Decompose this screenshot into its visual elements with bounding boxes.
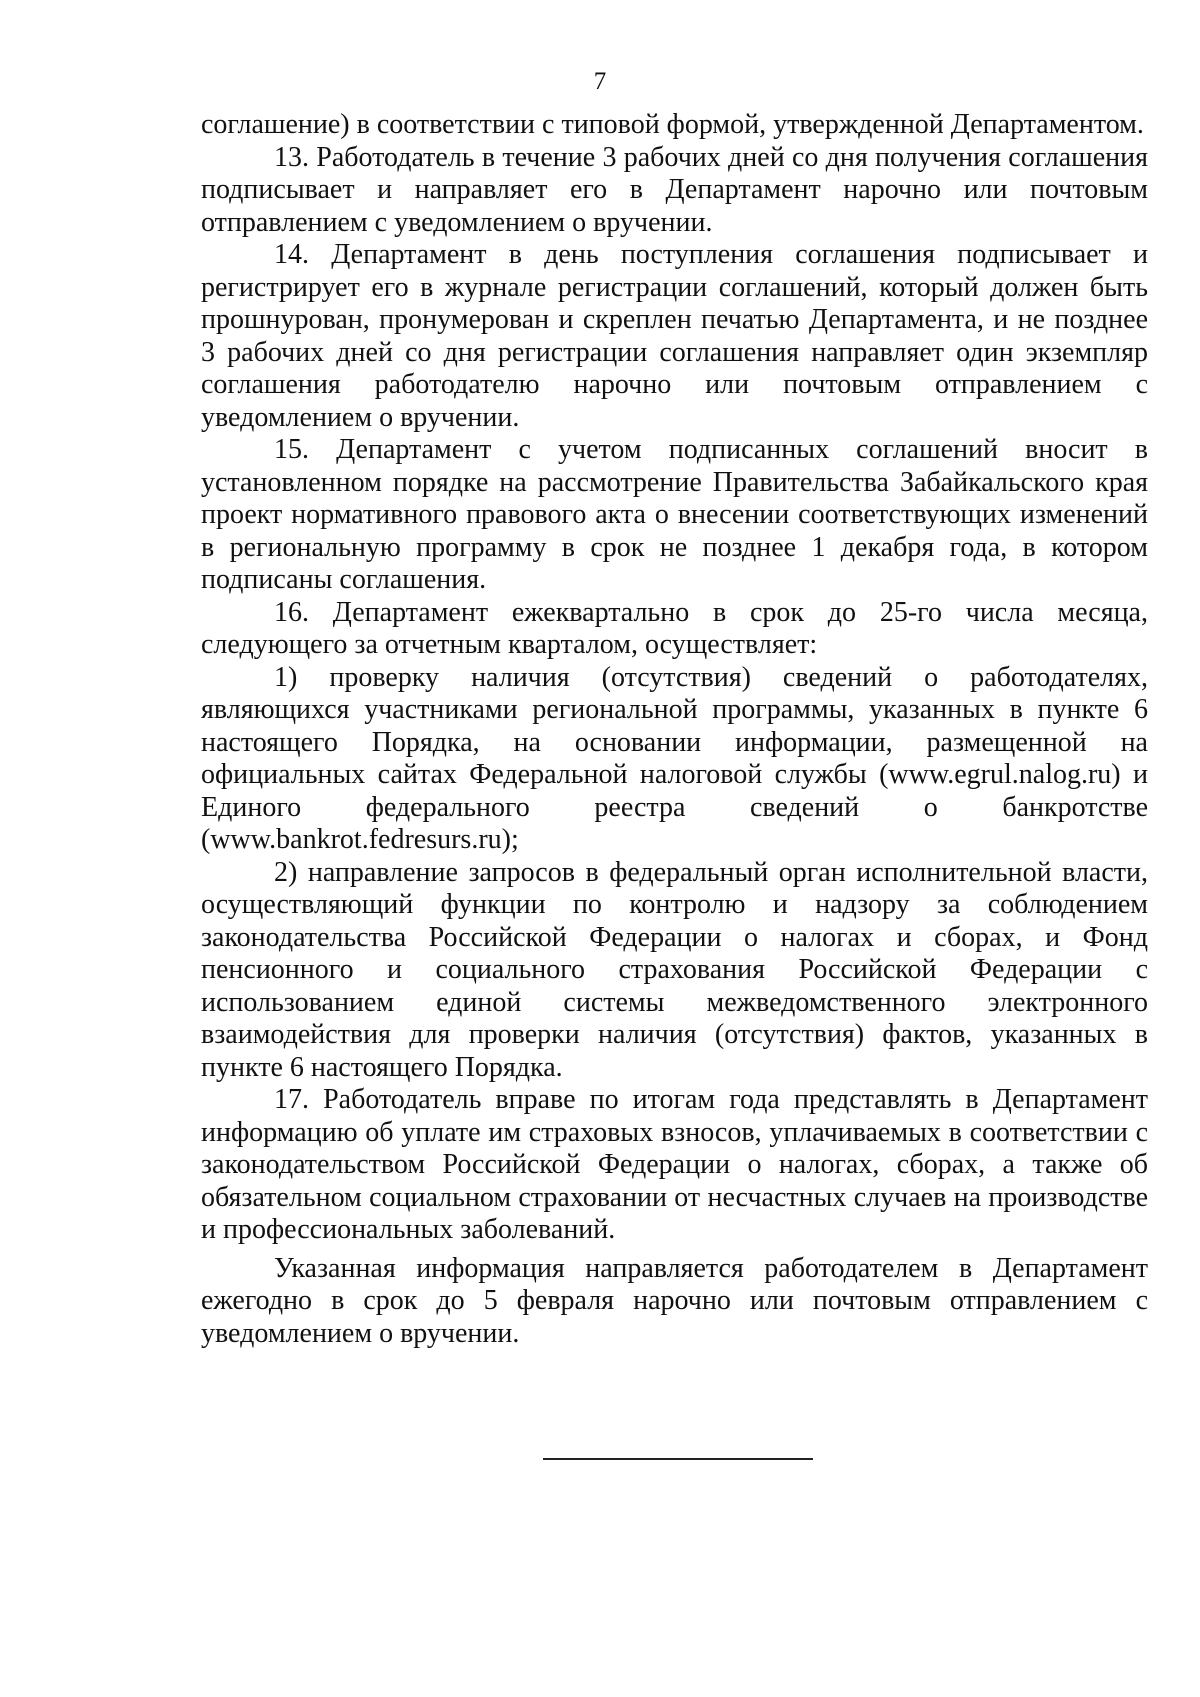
page-number: 7 bbox=[593, 68, 607, 95]
paragraph-continuation: соглашение) в соответствии с типовой формой, утвержденной Департаментом. bbox=[201, 109, 1144, 140]
paragraph-15: 15. Департамент с учетом подписанных соглашений вносит в установленном порядке на рассмотрение Правительства Забайкальского края проект нормативного правового акта о внесении соответствующих изменений в региональную программу в срок не позднее 1 декабря года, в котором подписаны соглашения. bbox=[201, 434, 1148, 595]
end-of-document-rule bbox=[543, 1458, 813, 1460]
paragraph-16-item-2: 2) направление запросов в федеральный орган исполнительной власти, осуществляющий функции по контролю и надзору за соблюдением законодательства Российской Федерации о налогах и сборах, и Фонд пенсионного и социального страхования Российской Федерации с использованием единой системы межведомственного электронного взаимодействия для проверки наличия (отсутствия) фактов, указанных в пункте 6 настоящего Порядка. bbox=[201, 856, 1148, 1083]
paragraph-14: 14. Департамент в день поступления соглашения подписывает и регистрирует его в журнале регистрации соглашений, который должен быть прошнурован, пронумерован и скреплен печатью Департамента, и не позднее 3 рабочих дней со дня регистрации соглашения направляет один экземпляр соглашения работодателю нарочно или почтовым отправлением с уведомлением о вручении. bbox=[201, 239, 1148, 433]
paragraph-13: 13. Работодатель в течение 3 рабочих дней со дня получения соглашения подписывает и направляет его в Департамент нарочно или почтовым отправлением с уведомлением о вручении. bbox=[201, 141, 1148, 238]
document-body bbox=[201, 109, 1148, 1350]
paragraph-17-information: Указанная информация направляется работодателем в Департамент ежегодно в срок до 5 февраля нарочно или почтовым отправлением с уведомлением о вручении. bbox=[201, 1252, 1148, 1349]
paragraph-16-item-1: 1) проверку наличия (отсутствия) сведений о работодателях, являющихся участниками региональной программы, указанных в пункте 6 настоящего Порядка, на основании информации, размещенной на официальных сайтах Федеральной налоговой службы (www.egrul.nalog.ru) и Единого федерального реестра сведений о банкротстве (www.bankrot.fedresurs.ru); bbox=[201, 661, 1148, 855]
paragraph-17: 17. Работодатель вправе по итогам года представлять в Департамент информацию об уплате им страховых взносов, уплачиваемых в соответствии с законодательством Российской Федерации о налогах, сборах, а также об обязательном социальном страховании от несчастных случаев на производстве и профессиональных заболеваний. bbox=[201, 1084, 1148, 1245]
paragraph-16: 16. Департамент ежеквартально в срок до 25-го числа месяца, следующего за отчетным кварталом, осуществляет: bbox=[201, 596, 1148, 660]
